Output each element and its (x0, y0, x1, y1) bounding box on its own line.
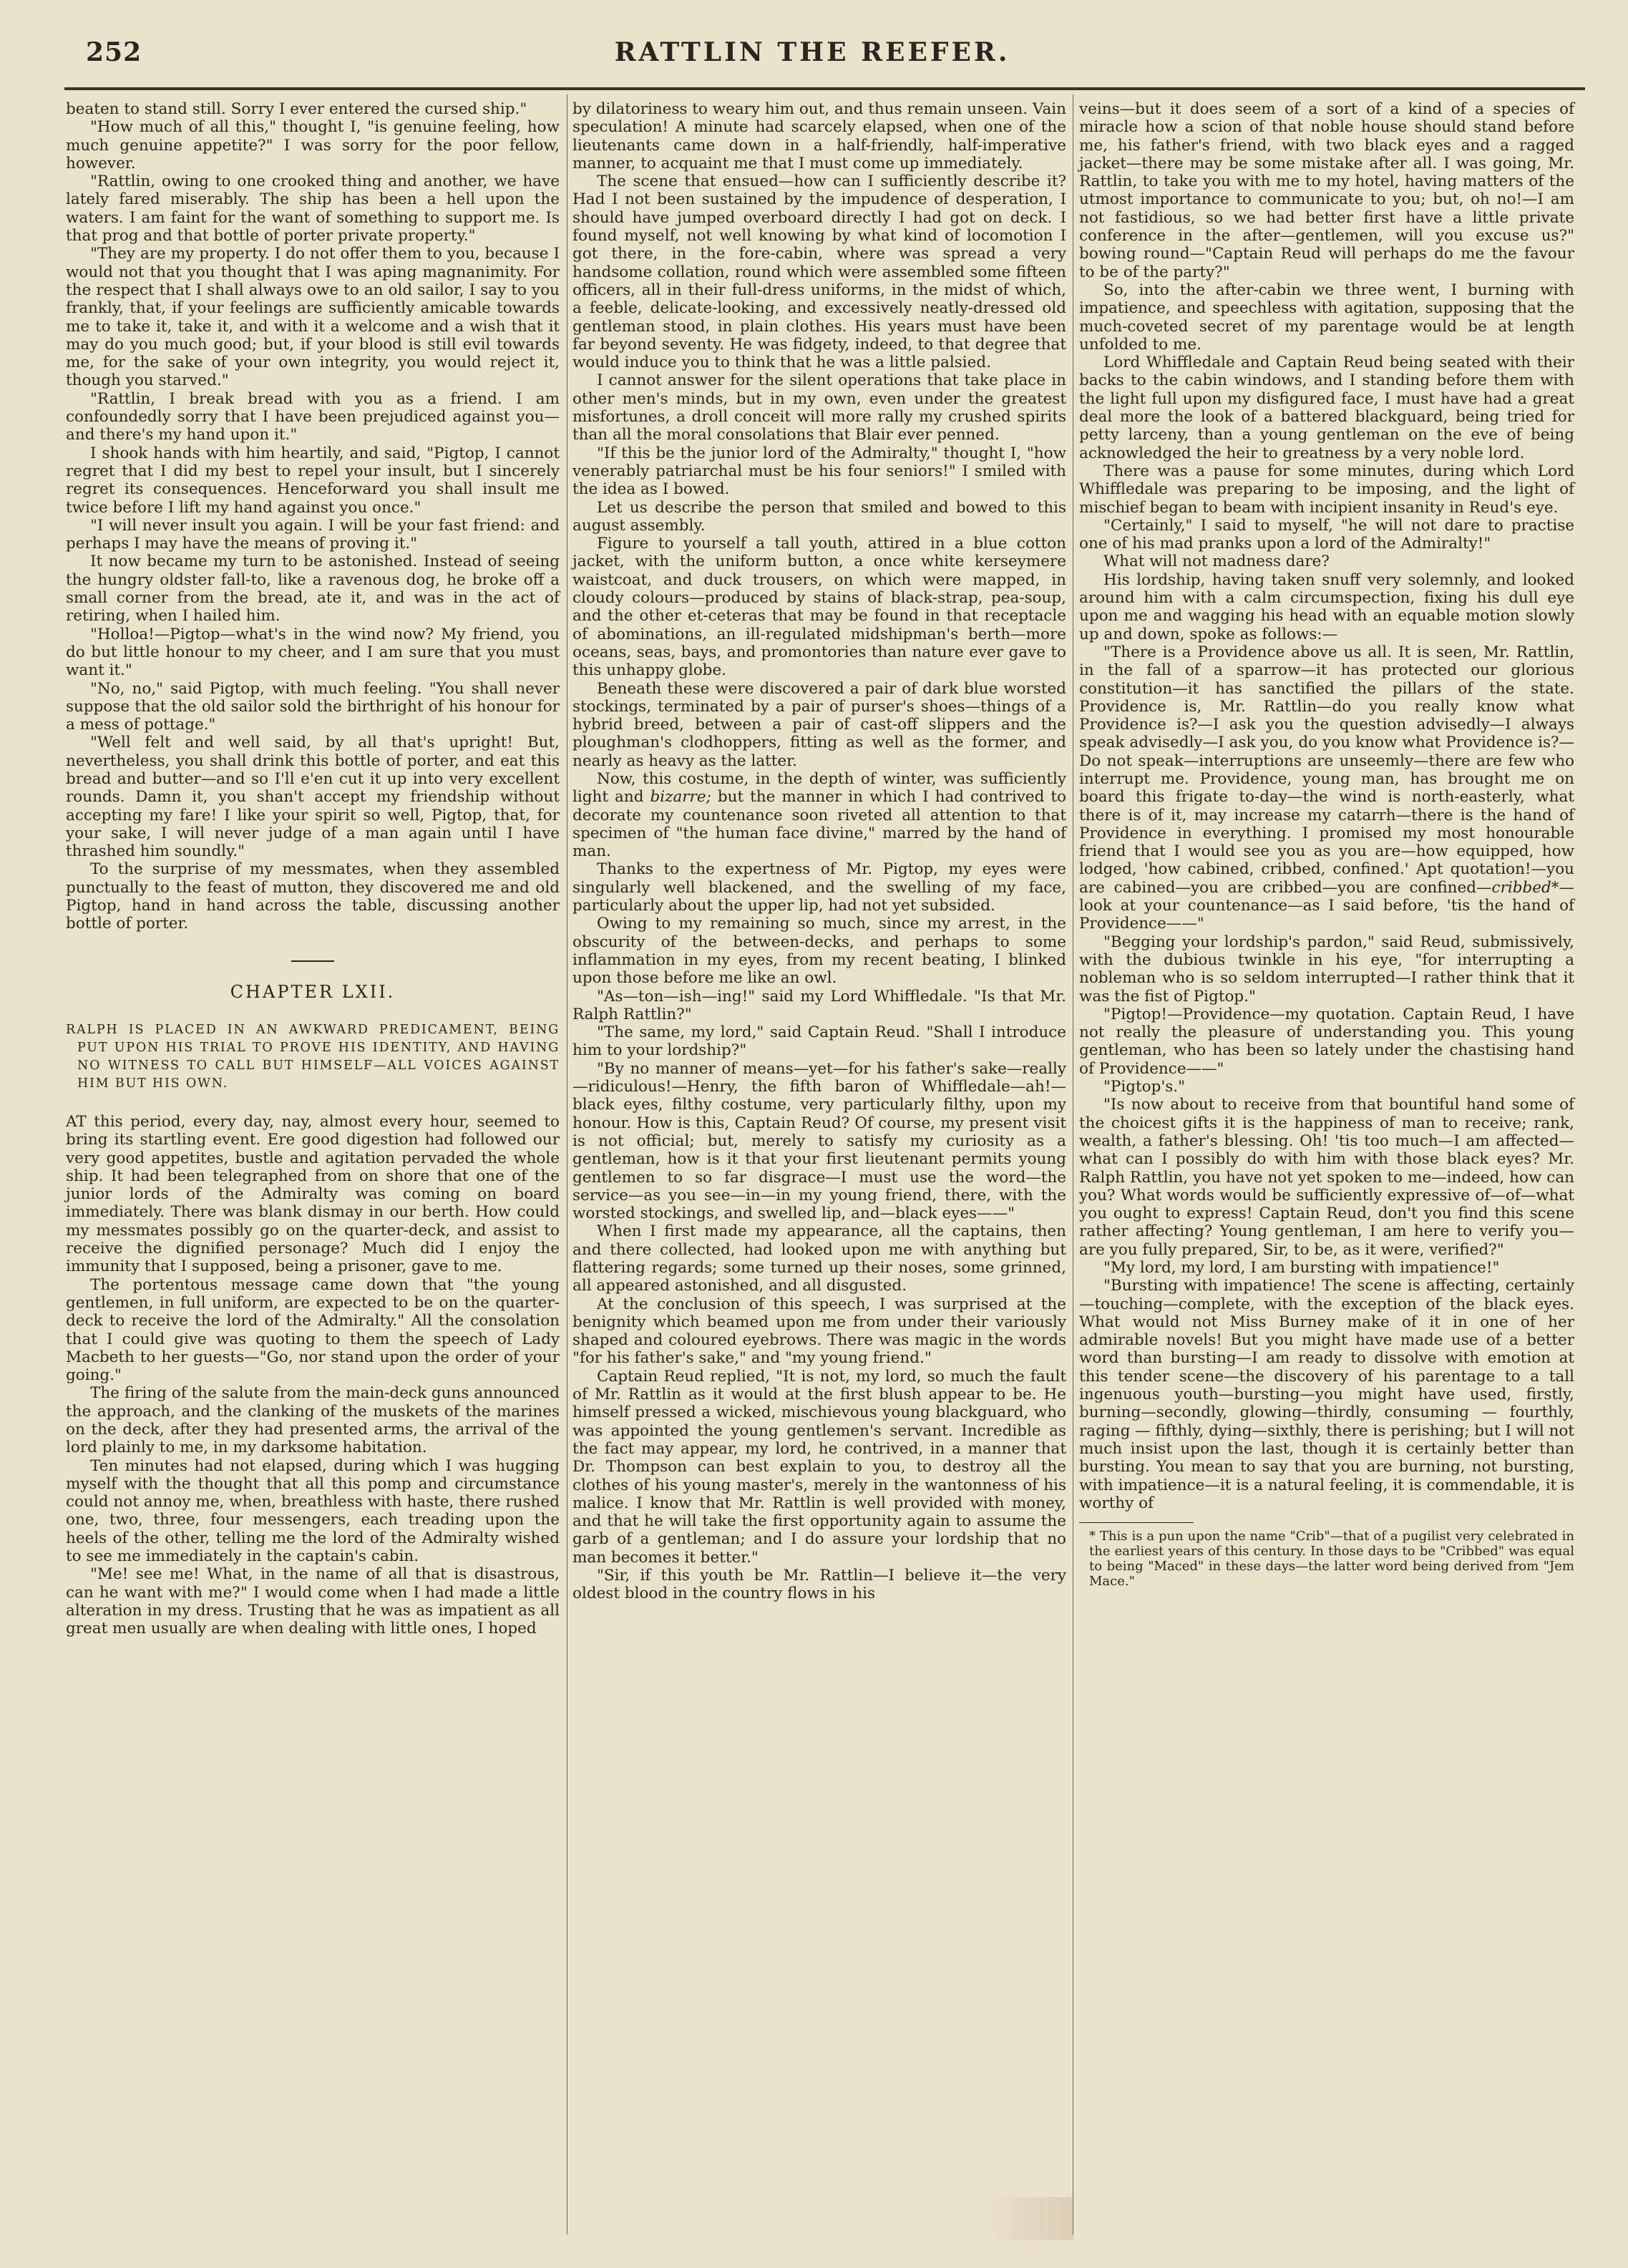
paragraph: "By no manner of means—yet—for his father's sake—really—ridiculous!—Henry, the fifth baron of Whiffledale—ah!—black eyes, filthy costume, very particularly filthy, upon my honour. How is this, Captain Reud? Of course, my present visit is not official; but, merely to satisfy my curiosity as a gentleman, how is it that your first lieutenant permits young gentlemen to so far disgrace—I must use the word—the service—as you see—in—in my young friend, there, with the worsted stockings, and swelled lip, and—black eyes——" (572, 1059, 1066, 1223)
page-stain (988, 2197, 1073, 2240)
paragraph: AT this period, every day, nay, almost every hour, seemed to bring its startling event. Ere good digestion had followed our very good appetites, bustle and agitation pervaded the whole ship. It had been telegraphed from on shore that one of the junior lords of the Admiralty was coming on board immediately. There was blank dismay in our berth. How could my messmates possibly go on the quarter-deck, and assist to receive the dignified personage? Much did I enjoy the immunity that I supposed, being a prisoner, gave to me. (66, 1112, 560, 1276)
paragraph: Owing to my remaining so much, since my arrest, in the obscurity of the between-decks, and perhaps to some inflammation in my eyes, from my recent beating, I blinked upon those before me like an owl. (572, 915, 1066, 988)
page-number: 252 (86, 37, 142, 67)
footnote: * This is a pun upon the name "Crib"—that of a pugilist very celebrated in the earliest years of this century. In those days to be "Cribbed" was equal to being "Maced" in these days—the latter word being derived from "Jem Mace." (1089, 1529, 1574, 1590)
column-2 (572, 100, 1066, 1603)
paragraph: Ten minutes had not elapsed, during which I was hugging myself with the thought that all this pomp and circumstance could not annoy me, when, breathless with haste, there rushed one, two, three, four messengers, each treading upon the heels of the other, telling me the lord of the Admiralty wished to see me immediately in the captain's cabin. (66, 1456, 560, 1566)
paragraph: "Certainly," I said to myself, "he will not dare to practise one of his mad pranks upon a lord of the Admiralty!" (1079, 516, 1574, 553)
paragraph (572, 770, 1066, 860)
paragraph: "Holloa!—Pigtop—what's in the wind now? My friend, you do but little honour to my cheer, and I am sure that you must want it." (66, 625, 560, 680)
paragraph: What will not madness dare? (1103, 553, 1330, 571)
text-run: "There is a Providence above us all. It is seen, Mr. Rattlin, in the fall of a sparrow—it has protected our glorious constitution—it has sanctified the pillars of the state. Providence is, Mr. Rattlin—do you really know what Providence is?—I ask you the question advisedly—I always speak advisedly—I ask you, do you know what Providence is?—Do not speak—interruptions are unseemly—there are few who interrupt me. Providence, young man, has brought me on board this frigate to-day—the wind is north-easterly, what there is of it, may increase my catarrh—there is the hand of Providence in everything. I promised my most honourable friend that I would see you as you are—how equipped, how lodged, 'how cabined, cribbed, confined.' Apt quotation!—you are cabined—you are cribbed—you are confined— (1079, 643, 1574, 897)
paragraph: "No, no," said Pigtop, with much feeling. "You shall never suppose that the old sailor sold the birthright of his honour for a mess of pottage." (66, 679, 560, 734)
paragraph: "Rattlin, I break bread with you as a friend. I am confoundedly sorry that I have been prejudiced against you—and there's my hand upon it." (66, 389, 560, 444)
paragraph: Lord Whiffledale and Captain Reud being seated with their backs to the cabin windows, and I standing before them with the light full upon my disfigured face, I must have had a great deal more the look of a battered blackguard, being tried for petty larceny, than a young gentleman on the eve of being acknowledged the heir to greatness by a very noble lord. (1079, 354, 1574, 462)
paragraph: "Pigtop's." (1103, 1078, 1186, 1096)
paragraph: "My lord, my lord, I am bursting with impatience!" (1103, 1259, 1500, 1277)
paragraph: by dilatoriness to weary him out, and thus remain unseen. Vain speculation! A minute had scarcely elapsed, when one of the lieutenants came down in a half-friendly, half-imperative manner, to acquaint me that I must come up immediately. (572, 100, 1066, 172)
chapter-summary: RALPH IS PLACED IN AN AWKWARD PREDICAMENT, BEING PUT UPON HIS TRIAL TO PROVE HIS IDENTITY, AND HAVING NO WITNESS TO CALL BUT HIMSELF—ALL VOICES AGAINST HIM BUT HIS OWN. (66, 1022, 560, 1091)
paragraph: At the conclusion of this speech, I was surprised at the benignity which beamed upon me from under their variously shaped and coloured eyebrows. There was magic in the words "for his father's sake," and "my young friend." (572, 1295, 1066, 1368)
header-rule (64, 87, 1585, 90)
paragraph: It now became my turn to be astonished. Instead of seeing the hungry oldster fall-to, like a ravenous dog, he broke off a small corner from the bread, ate it, and was in the act of retiring, when I hailed him. (66, 553, 560, 626)
paragraph: There was a pause for some minutes, during which Lord Whiffledale was preparing to be imposing, and the light of mischief began to beam with incipient insanity in Reud's eye. (1079, 462, 1574, 517)
paragraph: "I will never insult you again. I will be your fast friend: and perhaps I may have the means of proving it." (66, 516, 560, 553)
text-run: but the manner in which I had contrived to decorate my countenance soon riveted all attention to that specimen of "the human face divine," marred by the hand of man. (572, 788, 1066, 861)
paragraph: veins—but it does seem of a sort of a kind of a species of miracle how a scion of that noble house should stand before me, his father's friend, with two black eyes and a ragged jacket—there may be some mistake after all. I was going, Mr. Rattlin, to take you with me to my hotel, having matters of the utmost importance to communicate to you; but, oh no!—I am not fastidious, so we had better first have a little private conference in the after—gentlemen, will you excuse us?" bowing round—"Captain Reud will perhaps do me the favour to be of the party?" (1079, 100, 1574, 281)
paragraph: The firing of the salute from the main-deck guns announced the approach, and the clanking of the muskets of the marines on the deck, after they had presented arms, the arrival of the lord plainly to me, in my darksome habitation. (66, 1384, 560, 1457)
paragraph: To the surprise of my messmates, when they assembled punctually to the feast of mutton, they discovered me and old Pigtop, hand in hand across the table, discussing another bottle of porter. (66, 860, 560, 933)
paragraph: "As—ton—ish—ing!" said my Lord Whiffledale. "Is that Mr. Ralph Rattlin?" (572, 987, 1066, 1023)
paragraph: "Begging your lordship's pardon," said Reud, submissively, with the dubious twinkle in his eye, "for interrupting a nobleman who is so seldom interrupted—I rather think that it was the fist of Pigtop." (1079, 933, 1574, 1006)
paragraph: Thanks to the expertness of Mr. Pigtop, my eyes were singularly well blackened, and the swelling of my face, particularly about the upper lip, had not yet subsided. (572, 860, 1066, 915)
paragraph: "Is now about to receive from that bountiful hand some of the choicest gifts it is the happiness of man to receive; rank, wealth, a father's blessing. Oh! 'tis too much—I am affected—what can I possibly do with him with those black eyes? Mr. Ralph Rattlin, you have not yet spoken to me—indeed, how can you? What words would be sufficiently expressive of—of—what you ought to express! Captain Reud, don't you find this scene rather affecting? Young gentleman, I am here to verify you—are you fully prepared, Sir, to be, as it were, verified?" (1079, 1096, 1574, 1259)
paragraph: Captain Reud replied, "It is not, my lord, so much the fault of Mr. Rattlin as it would at the first blush appear to be. He himself pressed a wicked, mischievous young blackguard, who was appointed the young gentlemen's servant. Incredible as the fact may appear, my lord, he contrived, in a manner that Dr. Thompson can best explain to you, to destroy all the clothes of his young master's, merely in the wantonness of his malice. I know that Mr. Rattlin is well provided with money, and that he will take the first opportunity again to assume the garb of a gentleman; and I do assure your lordship that no man becomes it better." (572, 1367, 1066, 1567)
paragraph: Let us describe the person that smiled and bowed to this august assembly. (572, 498, 1066, 535)
text-run: Now, this costume, in the depth of winter, was sufficiently light and (572, 769, 1066, 807)
column-1 (66, 100, 560, 1638)
paragraph: Beneath these were discovered a pair of dark blue worsted stockings, terminated by a pair of purser's shoes—things of a hybrid breed, between a pair of cast-off slippers and the ploughman's clodhoppers, fitting as well as the former, and nearly as heavy as the latter. (572, 679, 1066, 770)
italic-word: cribbed* (1491, 878, 1559, 897)
italic-word: bizarre; (650, 788, 711, 807)
chapter-title: CHAPTER LXII. (230, 981, 396, 1002)
paragraph (1079, 643, 1574, 933)
paragraph: beaten to stand still. Sorry I ever entered the cursed ship." (66, 100, 527, 118)
paragraph: "Bursting with impatience! The scene is affecting, certainly—touching—complete, with the exception of the black eyes. What would not Miss Burney make of it in one of her admirable novels! But you might have made use of a better word than bursting—I am ready to dissolve with emotion at this tender scene—the discovery of his parentage to a tall ingenuous youth—bursting—you might have used, firstly, burning—secondly, glowing—thirdly, consuming — fourthly, raging — fifthly, dying—sixthly, there is perishing; but I will not much insist upon the last, though it is certainly better than bursting. You mean to say that you are burning, not bursting, with impatience—it is a natural feeling, it is commendable, it is worthy of (1079, 1277, 1574, 1512)
paragraph: "How much of all this," thought I, "is genuine feeling, how much genuine appetite?" I was sorry for the poor fellow, however. (66, 118, 560, 172)
paragraph: "Me! see me! What, in the name of all that is disastrous, can he want with me?" I would come when I had made a little alteration in my dress. Trusting that he was as impatient as all great men usually are when dealing with little ones, I hoped (66, 1565, 560, 1638)
column-3 (1079, 100, 1574, 1589)
page-header (43, 37, 1581, 80)
paragraph: I shook hands with him heartily, and said, "Pigtop, I cannot regret that I did my best to repel your insult, but I sincerely regret its consequences. Henceforward you shall insult me twice before I lift my hand against you once." (66, 444, 560, 517)
paragraph: "If this be the junior lord of the Admiralty," thought I, "how venerably patriarchal must be his four seniors!" I smiled with the idea as I bowed. (572, 444, 1066, 499)
running-title: RATTLIN THE REEFER. (614, 37, 1010, 67)
paragraph: "Well felt and well said, by all that's upright! But, nevertheless, you shall drink this bottle of porter, and eat this bread and butter—and so I'll e'en cut it up into very excellent rounds. Damn it, you shan't accept my friendship without accepting my fare! I like your spirit so well, Pigtop, that, for your sake, I will never judge of a man again until I have thrashed him soundly." (66, 734, 560, 861)
paragraph: "Sir, if this youth be Mr. Rattlin—I believe it—the very oldest blood in the country flows in his (572, 1567, 1066, 1603)
paragraph: "The same, my lord," said Captain Reud. "Shall I introduce him to your lordship?" (572, 1023, 1066, 1060)
paragraph: "Rattlin, owing to one crooked thing and another, we have lately fared miserably. The ship has been a hell upon the waters. I am faint for the want of something to support me. Is that prog and that bottle of porter private property." (66, 172, 560, 245)
paragraph: The scene that ensued—how can I sufficiently describe it? Had I not been sustained by the impudence of desperation, I should have jumped overboard directly I had got on deck. I found myself, not well knowing by what kind of locomotion I got there, in the fore-cabin, where was spread a very handsome collation, round which were assembled some fifteen officers, all in their full-dress uniforms, in the midst of which, a feeble, delicate-looking, and excessively neatly-dressed old gentleman stood, in plain clothes. His years must have been far beyond seventy. He was fidgety, indeed, to that degree that would induce you to think that he was a little palsied. (572, 172, 1066, 372)
paragraph: "They are my property. I do not offer them to you, because I would not that you thought that I was aping magnanimity. For the respect that I shall always owe to an old sailor, I say to you frankly, that, if your feelings are sufficiently amicable towards me to take it, take it, and with it a welcome and a wish that it may do you much good; but, if your blood is still evil towards me, for the sake of your own integrity, you would reject it, though you starved." (66, 245, 560, 390)
paragraph: His lordship, having taken snuff very solemnly, and looked around him with a calm circumspection, fixing his dull eye upon me and wagging his head with an equable motion slowly up and down, spoke as follows:— (1079, 570, 1574, 643)
section-divider (291, 960, 334, 962)
paragraph: When I first made my appearance, all the captains, then and there collected, had looked upon me with anything but flattering regards; some turned up their noses, some grinned, all appeared astonished, and all disgusted. (572, 1222, 1066, 1295)
paragraph: Figure to yourself a tall youth, attired in a blue cotton jacket, with the uniform button, a once white kerseymere waistcoat, and duck trousers, on which were mapped, in cloudy colours—produced by stains of black-strap, pea-soup, and the other et-ceteras that may be found in that receptacle of abominations, an ill-regulated midshipman's berth—more oceans, seas, bays, and promontories than nature ever gave to this unhappy globe. (572, 535, 1066, 680)
paragraph: "Pigtop!—Providence—my quotation. Captain Reud, I have not really the pleasure of understanding you. This young gentleman, who has been so lately under the chastising hand of Providence——" (1079, 1005, 1574, 1078)
footnote-divider (1079, 1522, 1194, 1523)
paragraph: I cannot answer for the silent operations that take place in other men's minds, but in my own, even under the greatest misfortunes, a droll conceit will more rally my crushed spirits than all the moral consolations that Blair ever penned. (572, 371, 1066, 444)
paragraph: The portentous message came down that "the young gentlemen, in full uniform, are expected to be on the quarter-deck to receive the lord of the Admiralty." All the consolation that I could give was quoting to them the speech of Lady Macbeth to her guests—"Go, nor stand upon the order of your going." (66, 1275, 560, 1385)
paragraph: So, into the after-cabin we three went, I burning with impatience, and speechless with agitation, supposing that the much-coveted secret of my parentage would be at length unfolded to me. (1079, 281, 1574, 354)
text-run: —look at your countenance—as I said before, 'tis the hand of Providence——" (1079, 878, 1574, 933)
